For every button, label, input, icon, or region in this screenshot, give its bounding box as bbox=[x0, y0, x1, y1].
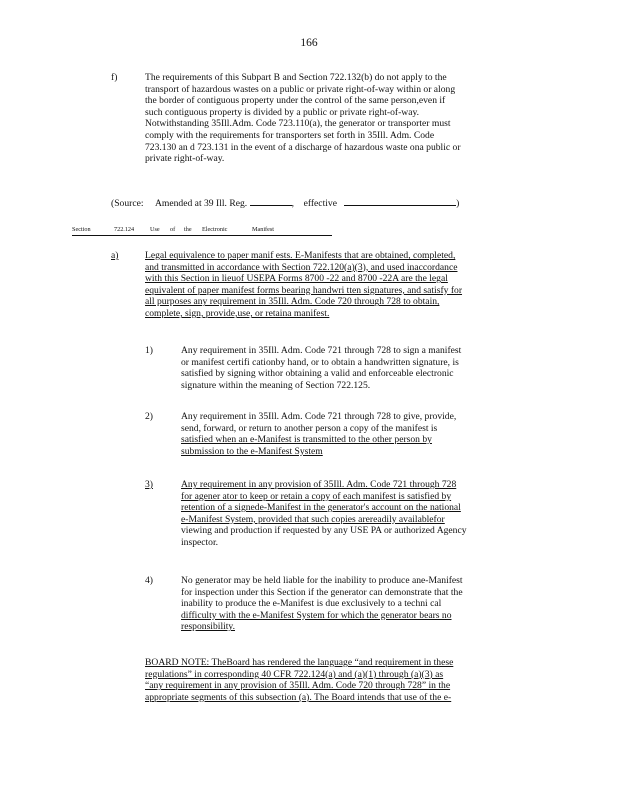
text-line: 723.130 an d 723.131 in the event of a discharge of hazardous waste ona public or bbox=[145, 141, 461, 153]
page-number: 166 bbox=[300, 37, 318, 49]
title-word: Manifest bbox=[252, 226, 274, 233]
text-line: Legal equivalence to paper manif ests. E-Manifests that are obtained, completed, bbox=[145, 250, 456, 261]
text-line: No generator may be held liable for the inability to produce ane-Manifest bbox=[181, 575, 463, 586]
title-word: Use bbox=[150, 226, 160, 233]
text-line: inability to produce the e-Manifest is due exclusively to a techni cal bbox=[181, 598, 442, 610]
text-line: submission to the e-Manifest System bbox=[181, 445, 323, 457]
text-line: equivalent of paper manifest forms bearing handwri tten signatures, and satisfy for bbox=[145, 284, 463, 296]
section-heading bbox=[72, 225, 332, 236]
text-line: Any requirement in 35Ill. Adm. Code 721 through 728 to give, provide, bbox=[181, 411, 457, 422]
title-word: Electronic bbox=[202, 226, 228, 233]
item-f-paragraph bbox=[145, 72, 539, 165]
effective-date-blank bbox=[344, 197, 456, 206]
source-note bbox=[111, 197, 541, 210]
text-line: and transmitted in accordance with Section 722.120(a)(3), and used inaccordance bbox=[145, 261, 458, 273]
title-word: the bbox=[184, 226, 192, 233]
subitem-2-paragraph bbox=[181, 411, 533, 457]
text-line: comply with the requirements for transporters set forth in 35Ill. Adm. Code bbox=[145, 129, 435, 141]
text-line: all purposes any requirement in 35Ill. Adm. Code 720 through 728 to obtain, bbox=[145, 296, 440, 308]
source-prefix: (Source: bbox=[111, 198, 144, 209]
text-line: viewing and production if requested by any USE PA or authorized Agency bbox=[181, 525, 467, 537]
text-line: “any requirement in any provision of 35Ill. Adm. Code 720 through 728” in the bbox=[145, 680, 451, 692]
text-line: send, forward, or return to another person a copy of the manifest is bbox=[181, 422, 438, 434]
text-line: private right-of-way. bbox=[145, 153, 225, 165]
subitem-1-marker: 1) bbox=[145, 345, 153, 356]
title-word: of bbox=[170, 226, 176, 233]
text-line: responsibility. bbox=[181, 621, 236, 633]
text-line: The requirements of this Subpart B and Section 722.132(b) do not apply to the bbox=[145, 72, 447, 83]
text-line: satisfied when an e-Manifest is transmitted to the other person by bbox=[181, 434, 432, 446]
text-line: satisfied by signing withor obtaining a valid and enforceable electronic bbox=[181, 368, 454, 380]
text-line: with this Section in lieuof USEPA Forms 8700 -22 and 8700 -22A are the legal bbox=[145, 273, 448, 285]
text-line: Any requirement in any provision of 35Ill. Adm. Code 721 through 728 bbox=[181, 479, 457, 490]
section-label: Section bbox=[72, 226, 91, 233]
text-line: retention of a signede-Manifest in the generator's account on the national bbox=[181, 502, 461, 514]
item-a-marker: a) bbox=[111, 250, 119, 261]
subitem-1-paragraph bbox=[181, 345, 533, 391]
text-line: for agener ator to keep or retain a copy of each manifest is satisfied by bbox=[181, 490, 452, 502]
source-amended: Amended at 39 Ill. Reg. bbox=[154, 198, 248, 209]
text-line: appropriate segments of this subsection (a). The Board intends that use of the e- bbox=[145, 691, 452, 703]
text-line: complete, sign, provide,use, or retaina manifest. bbox=[145, 307, 330, 319]
subitem-3-paragraph bbox=[181, 479, 533, 549]
text-line: signature within the meaning of Section 722.125. bbox=[181, 379, 371, 391]
item-f-marker: f) bbox=[111, 72, 118, 83]
text-line: regulations” in corresponding 40 CFR 722.124(a) and (a)(1) through (a)(3) as bbox=[145, 668, 444, 680]
text-line: such contiguous property is divided by a public or private right-of-way. bbox=[145, 106, 420, 118]
text-line: or manifest certifi cationby hand, or to obtain a handwritten signature, is bbox=[181, 356, 459, 368]
subitem-4-marker: 4) bbox=[145, 575, 153, 586]
subitem-2-marker: 2) bbox=[145, 411, 153, 422]
text-line: Notwithstanding 35Ill.Adm. Code 723.110(a), the generator or transporter must bbox=[145, 118, 451, 130]
source-effective: effective bbox=[303, 198, 337, 209]
source-comma: , bbox=[291, 198, 294, 209]
section-number: 722.124 bbox=[114, 226, 135, 233]
board-note bbox=[145, 657, 539, 703]
text-line: difficulty with the e-Manifest System for which the generator bears no bbox=[181, 609, 452, 621]
text-line: for inspection under this Section if the generator can demonstrate that the bbox=[181, 586, 463, 598]
text-line: inspector. bbox=[181, 536, 219, 548]
text-line: transport of hazardous wastes on a public or private right-of-way within or along bbox=[145, 83, 456, 95]
subitem-3-marker: 3) bbox=[145, 479, 153, 490]
text-line: e-Manifest System, provided that such copies arereadily availablefor bbox=[181, 513, 445, 525]
text-line: Any requirement in 35Ill. Adm. Code 721 through 728 to sign a manifest bbox=[181, 345, 462, 356]
source-suffix: ) bbox=[456, 198, 460, 209]
register-blank bbox=[250, 197, 292, 206]
text-line: BOARD NOTE: TheBoard has rendered the language “and requirement in these bbox=[145, 657, 454, 668]
text-line: the border of contiguous property under the control of the same person,even if bbox=[145, 95, 446, 107]
item-a-paragraph bbox=[145, 250, 539, 320]
subitem-4-paragraph bbox=[181, 575, 533, 633]
